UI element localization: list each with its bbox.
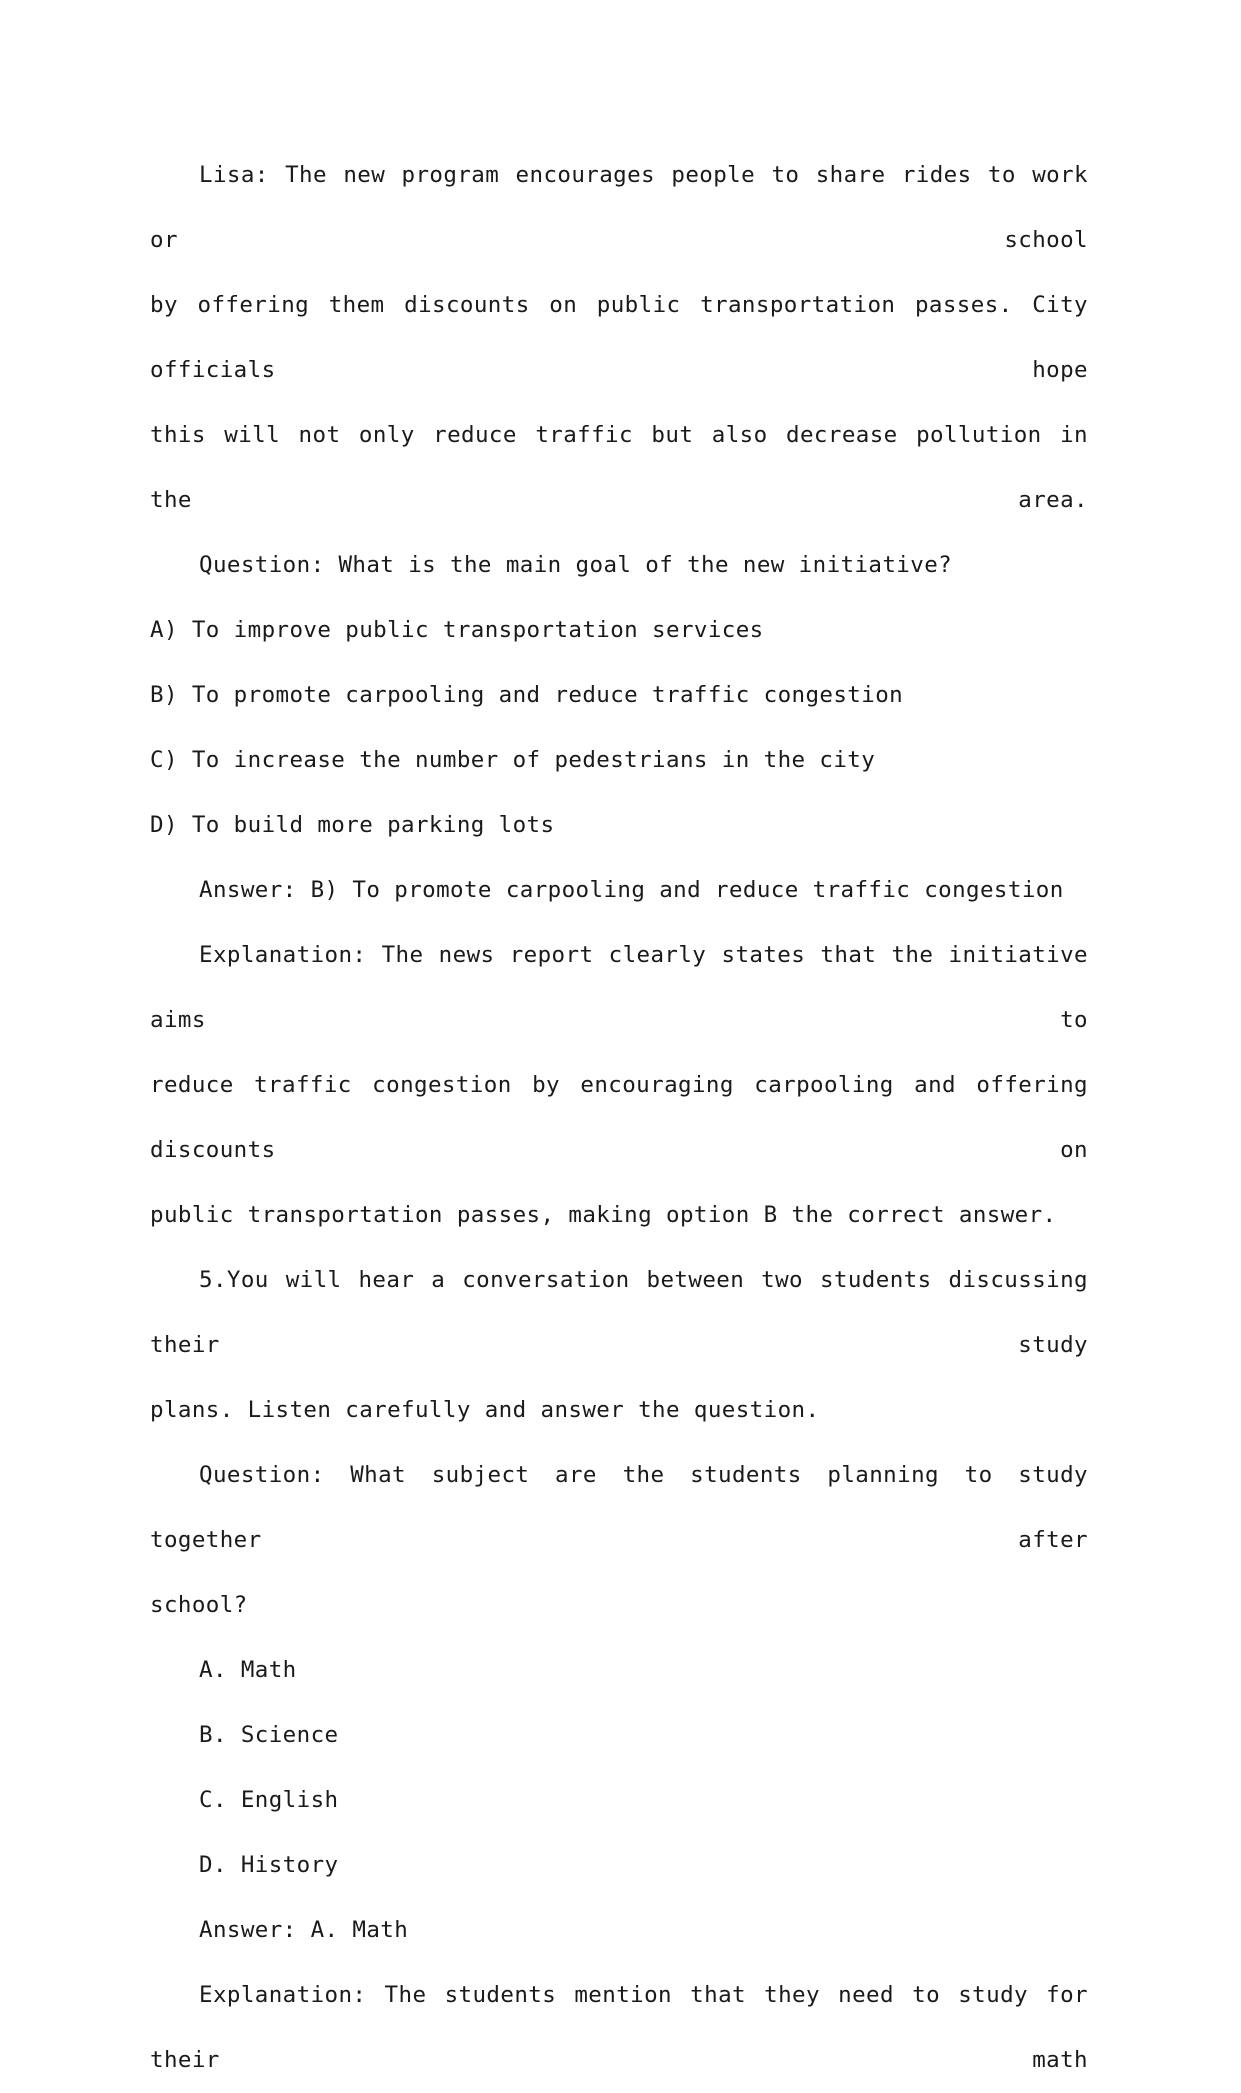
question-4-text: Question: What is the main goal of the new initiative?	[199, 552, 953, 578]
question-5-option-a: A. Math	[199, 1657, 297, 1683]
question-5-option-b: B. Science	[199, 1722, 339, 1748]
question-4-explanation-line-3: public transportation passes, making option B the correct answer.	[150, 1202, 1057, 1228]
question-4-explanation-line-1: Explanation: The news report clearly states that the initiative aims to	[150, 942, 1088, 1033]
question-4-explanation-line-2: reduce traffic congestion by encouraging carpooling and offering discounts on	[150, 1072, 1088, 1163]
question-5-option-c: C. English	[199, 1787, 339, 1813]
lisa-line-2: by offering them discounts on public transportation passes. City officials hope	[150, 292, 1088, 383]
lisa-line-1: Lisa: The new program encourages people to share rides to work or school	[150, 162, 1088, 253]
question-5-answer: Answer: A. Math	[199, 1917, 409, 1943]
question-4-option-a: A) To improve public transportation services	[150, 617, 764, 643]
lisa-line-3: this will not only reduce traffic but also decrease pollution in the area.	[150, 422, 1088, 513]
question-4-option-c: C) To increase the number of pedestrians in the city	[150, 747, 876, 773]
question-5-option-d: D. History	[199, 1852, 339, 1878]
document-body	[150, 143, 1088, 2093]
question-4-answer: Answer: B) To promote carpooling and reduce traffic congestion	[199, 877, 1064, 903]
question-5-text-line-1: Question: What subject are the students planning to study together after	[150, 1462, 1088, 1553]
question-4-option-b: B) To promote carpooling and reduce traffic congestion	[150, 682, 904, 708]
question-5-intro-line-1: 5.You will hear a conversation between two students discussing their study	[150, 1267, 1088, 1358]
question-4-option-d: D) To build more parking lots	[150, 812, 555, 838]
question-5-intro-line-2: plans. Listen carefully and answer the question.	[150, 1397, 820, 1423]
question-5-explanation-line-1: Explanation: The students mention that they need to study for their math	[150, 1982, 1088, 2073]
question-5-text-line-2: school?	[150, 1592, 248, 1618]
